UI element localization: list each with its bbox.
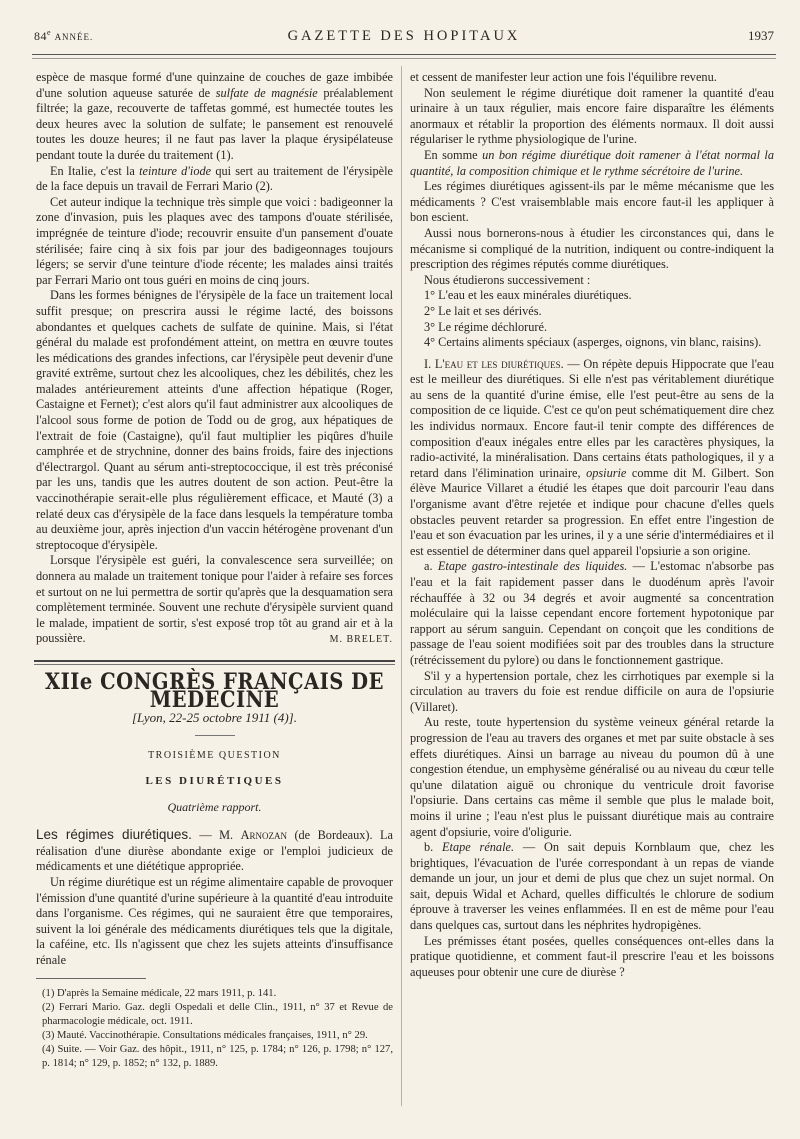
report-label: Quatrième rapport. [167, 799, 262, 814]
paragraph: Dans les formes bénignes de l'érysipèle de la face un traitement local suffit presque; on prescrira aussi le régime lacté, des boissons abondantes et quelques cachets de sulfate de quinine. Mais, si l'état général du malade est profondément atteint, on mettra en œuvre toutes les médications des grandes infections, car l'érysipèle peut devenir d'une gravité extrême, surtout chez les alcooliques, chez les débilités, chez les malades antérieurement atteints d'une affection hépatique (Roger, Castaigne et Fernet); c'est alors qu'il faut administrer aux alcooliques de l'alcool sous forme de potion de Todd ou de grog, aux hépatiques de l'extrait de foie (Castaigne), qu'il faut multiplier les piqûres d'huile camphrée et de strychnine, donner des bains froids, faire des injections d'électrargol. Quant au sérum anti-streptococcique, il est très préconisé par les uns, tandis que les autres doutent de son action. Peut-être la vaccinothérapie serait-elle plus régulièrement efficace, et Mauté (3) a relaté deux cas d'érysipèle de la face dans lesquels la température tomba au deuxième jour, après injection d'un vaccin hétérogène provenant d'un streptocoque d'érysipèle. [36, 288, 393, 552]
journal-title: GAZETTE DES HOPITAUX [287, 28, 521, 44]
list-item: 4° Certains aliments spéciaux (asperges, oignons, vin blanc, raisins). [424, 335, 762, 350]
paragraph: Les régimes diurétiques agissent-ils par le même mécanisme que les médicaments ? C'est vraisemblable mais encore faut-il les appliquer à bon escient. [410, 179, 774, 225]
paragraph: espèce de masque formé d'une quinzaine de couches de gaze imbibée d'une solution aqueuse saturée de sulfate de magnésie préalablement filtrée; la gaze, recouverte de taffetas gommé, est humectée toutes les deux heures avec la solution de sulfate; le pansement est renouvelé toutes les douze heures; il ne faut pas laver la plaque érysipélateuse pendant toute la durée du traitement (1). [36, 70, 393, 162]
footnote: (1) D'après la Semaine médicale, 22 mars 1911, p. 141. [42, 988, 277, 1000]
footnote: (2) Ferrari Mario. Gaz. degli Ospedali et delle Clin., 1911, n° 37 et Revue de pharmacologie médicale, oct. 1911. [42, 1002, 393, 1028]
list-item: 3° Le régime déchloruré. [424, 319, 548, 334]
left-column [36, 70, 393, 1071]
paragraph: Non seulement le régime diurétique doit ramener la quantité d'eau urinaire à un taux régulier, mais encore faire disparaître les éléments anormaux et rétablir la proportion des éléments normaux. Il doit aussi régulariser le rythme physiologique de l'urine. [410, 85, 774, 147]
short-rule [195, 735, 235, 736]
paragraph: b. Etape rénale. — On sait depuis Kornblaum que, chez les brightiques, l'évacuation de l'urée correspondant à un repas de viande demande un jour, un jour et demi de plus que chez un sujet normal. On sait, depuis Widal et Achard, quelles difficultés le chlorure de sodium éprouve à traverser les veines enflammées. Il en est de même pour l'eau dans quelques cas, surtout dans les néphrites hydropigènes. [410, 840, 775, 933]
list-item: 1° L'eau et les eaux minérales diurétiques. [424, 288, 632, 303]
congress-title: XIIe CONGRÈS FRANÇAIS DE MÉDECINE [45, 667, 384, 713]
congress-subtitle: [Lyon, 22-25 octobre 1911 (4)]. [132, 709, 297, 725]
paragraph: Cet auteur indique la technique très simple que voici : badigeonner la zone d'invasion, puis les plaques avec des tampons d'ouate stérilisée, imprégnée de teinture d'iode; recouvrir ensuite d'un pansement d'ouate stérilisée; faire cinq à six fois par jour des badigeonnages toujours légers; se servir d'une teinture d'iode récente; les malades ainsi traités par Ferrari Mario ont tous guéri en moins de cinq jours. [36, 194, 393, 287]
author-signature: M. BRELET. [329, 633, 393, 645]
page-number: 1937 [748, 28, 774, 43]
footnote: (4) Suite. — Voir Gaz. des hôpit., 1911, n° 125, p. 1784; n° 126, p. 1798; n° 127, p. 1814; n° 129, p. 1852; n° 132, p. 1889. [42, 1044, 393, 1070]
footnote-rule [36, 978, 146, 979]
paragraph: I. L'eau et les diurétiques. — On répète depuis Hippocrate que l'eau est le meilleur des diurétiques. Si elle n'est pas véritablement diurétique au sens de la quantité d'urine émise, elle l'est peut-être au sens de la composition de ce liquide. C'est ce qu'on peut schématiquement dire chez les individus normaux. Encore faut-il tenir compte des différences de composition d'eaux inégales entre elles par les caractères physiques, la radio-activité, la minéralisation. Dans certains états pathologiques, il y a retard dans l'élimination urinaire, opsiurie comme dit M. Gilbert. Son élève Maurice Villaret a étudié les étapes que doit parcourir l'eau dans l'organisme avant d'être rejetée et indique pour chacune d'elles quels obstacles peuvent retarder sa progression. En effet entre l'ingestion de l'eau et son évacuation par les urines, il y a une série d'intermédiaires et il est essentiel de déterminer dans quel appareil l'opsiurie a son origine. [410, 356, 775, 558]
paragraph: Les prémisses étant posées, quelles conséquences ont-elles dans la pratique quotidienne, et comment faut-il prescrire l'eau et les boissons aqueuses pour obtenir une cure de diurèse ? [410, 933, 774, 979]
paragraph: et cessent de manifester leur action une fois l'équilibre revenu. [410, 70, 717, 84]
paragraph: En Italie, c'est la teinture d'iode qui sert au traitement de l'érysipèle de la face depuis un travail de Ferrari Mario (2). [36, 163, 393, 194]
header-rule [32, 54, 776, 55]
paragraph: Aussi nous bornerons-nous à étudier les circonstances qui, dans le mécanisme si compliqué de la nutrition, indiquent ou contre-indiquent la prescription des régimes réputés comme diurétiques. [410, 225, 774, 272]
paragraph: Nous étudierons successivement : [424, 272, 591, 287]
paragraph: S'il y a hypertension portale, chez les cirrhotiques par exemple si la circulation au travers du foie est rendue difficile on aura de l'opsiurie (Villaret). [410, 668, 774, 714]
issue-label: 84e ANNÉE. [34, 28, 94, 43]
right-column [410, 70, 774, 980]
question-label: TROISIÈME QUESTION [148, 750, 281, 762]
footnote: (3) Mauté. Vaccinothérapie. Consultations médicales françaises, 1911, n° 29. [42, 1030, 368, 1042]
page-header [34, 28, 774, 50]
paragraph: Lorsque l'érysipèle est guéri, la convalescence sera surveillée; on donnera au malade un traitement tonique pour l'aider à refaire ses forces et surtout on ne lui permettra de sortir qu'après que la desquamation sera complètement terminée. Souvent une rechute d'érysipèle survient quand le malade, impatient de sortir, s'est exposé trop tôt au grand air et à la poussière. [36, 553, 393, 646]
section-separator [34, 660, 395, 665]
list-item: 2° Le lait et ses dérivés. [424, 303, 542, 318]
paragraph: Un régime diurétique est un régime alimentaire capable de provoquer l'émission d'une quantité d'urine supérieure à la quantité d'eau introduite dans l'organisme. Ces régimes, qui ne sauraient être que temporaires, suivent la loi générale des médicaments diurétiques tels que la digitale, la caféine, etc. Ils n'agissent que chez les sujets atteints d'insuffisance rénale [36, 874, 393, 967]
paragraph: Les régimes diurétiques. — M. Arnozan (de Bordeaux). La réalisation d'une diurèse abondante exige or l'emploi judicieux de médicaments et une diététique appropriée. [36, 827, 394, 874]
paragraph: En somme un bon régime diurétique doit ramener à l'état normal la quantité, la composition chimique et le rythme sécrétoire de l'urine. [410, 147, 774, 178]
paragraph: a. Etape gastro-intestinale des liquides. — L'estomac n'absorbe pas l'eau et la fait rapidement passer dans le duodénum après l'avoir réchauffée à 32 ou 34 degrés et avoir augmenté sa concentration moléculaire qui la laisse cependant encore fortement hypotonique par rapport au sérum sanguin. Cependant on conçoit que les conditions de passage de l'eau soient modifiées soit par des troubles dans la structure (rétrécissement du pylore) ou dans le fonctionnement gastrique. [410, 559, 774, 667]
header-rule-thin [32, 58, 776, 59]
question-topic: LES DIURÉTIQUES [145, 774, 284, 787]
column-divider [401, 66, 402, 1106]
footnotes [36, 987, 393, 1071]
paragraph: Au reste, toute hypertension du système veineux général retarde la progression de l'eau au travers des organes et met par suite obstacle à ses effets diurétiques. Ainsi un barrage au niveau du poumon dû à une congestion étendue, un emphysème généralisé ou au niveau du cœur telle qu'une dilatation aiguë ou chronique du ventricule droit favorise l'opsiurie. Dans certains cas même il semble que plus le malade boit, moins il urine ; l'eau n'est plus le puissant diurétique mais au contraire agent d'opsiurie, voire d'oligurie. [410, 715, 774, 839]
